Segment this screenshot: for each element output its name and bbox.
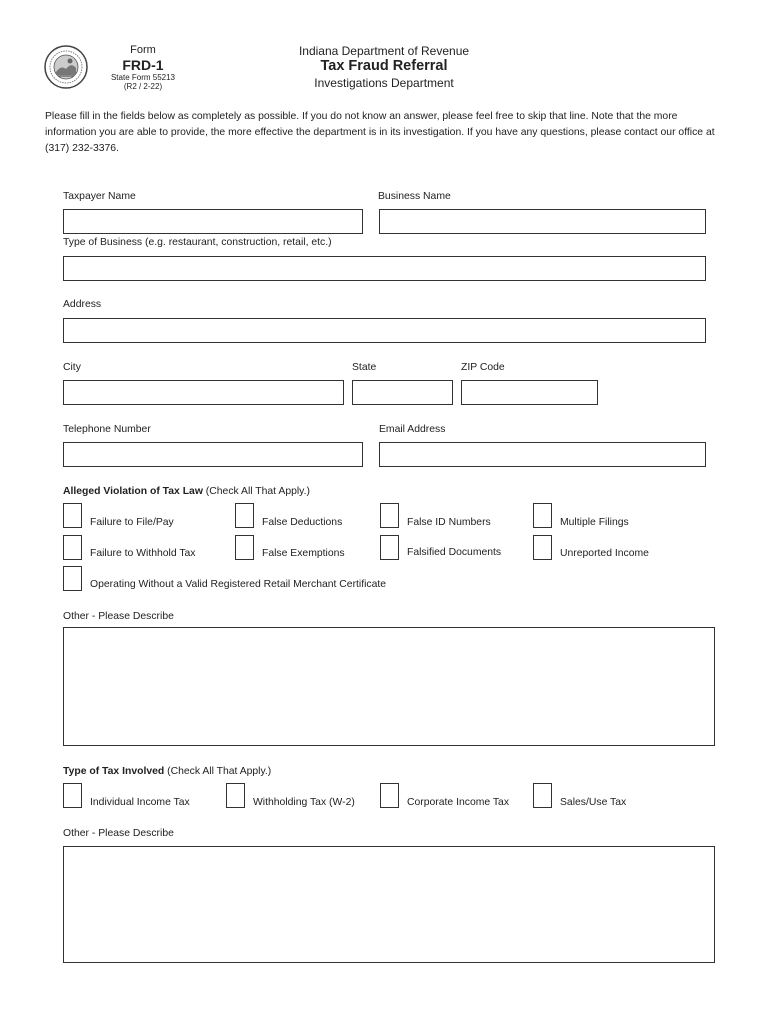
violation-other-label: Other - Please Describe <box>63 611 174 622</box>
business-name-field[interactable] <box>379 209 706 234</box>
option-failure-to-file: Failure to File/Pay <box>90 517 174 528</box>
department-name: Indiana Department of Revenue <box>298 44 470 58</box>
state-label: State <box>352 362 377 373</box>
checkbox-retail-merchant-certificate[interactable] <box>63 566 82 591</box>
type-of-business-field[interactable] <box>63 256 706 281</box>
checkbox-falsified-documents[interactable] <box>380 535 399 560</box>
form-number: FRD-1 <box>122 56 164 73</box>
option-false-deductions: False Deductions <box>262 517 343 528</box>
city-field[interactable] <box>63 380 344 405</box>
option-withholding-tax: Withholding Tax (W-2) <box>253 797 355 808</box>
option-false-exemptions: False Exemptions <box>262 548 345 559</box>
zip-label: ZIP Code <box>461 362 505 373</box>
tax-type-heading-bold: Type of Tax Involved <box>63 766 165 777</box>
email-field[interactable] <box>379 442 706 467</box>
option-falsified-documents: Falsified Documents <box>407 547 502 558</box>
telephone-field[interactable] <box>63 442 363 467</box>
checkbox-failure-to-file[interactable] <box>63 503 82 528</box>
zip-field[interactable] <box>461 380 598 405</box>
checkbox-false-deductions[interactable] <box>235 503 254 528</box>
option-sales-use-tax: Sales/Use Tax <box>560 797 627 808</box>
type-of-business-label: Type of Business (e.g. restaurant, construction, retail, etc.) <box>63 237 332 248</box>
checkbox-multiple-filings[interactable] <box>533 503 552 528</box>
tax-type-heading <box>63 766 271 777</box>
tax-type-other-textarea[interactable] <box>63 846 715 963</box>
checkbox-failure-to-withhold[interactable] <box>63 535 82 560</box>
option-multiple-filings: Multiple Filings <box>560 517 629 528</box>
state-field[interactable] <box>352 380 453 405</box>
checkbox-sales-use-tax[interactable] <box>533 783 552 808</box>
state-seal-icon <box>44 45 88 89</box>
email-label: Email Address <box>379 424 446 435</box>
checkbox-withholding-tax[interactable] <box>226 783 245 808</box>
tax-type-other-label: Other - Please Describe <box>63 828 174 839</box>
city-label: City <box>63 362 81 373</box>
state-form-number: State Form 55213 <box>110 72 176 82</box>
page-title: Tax Fraud Referral <box>320 58 448 75</box>
checkbox-false-exemptions[interactable] <box>235 535 254 560</box>
intro-text: Please fill in the fields below as completely as possible. If you do not know an answer, please feel free to skip that line. Note that the more information you are able to provide, the more effective the department is in its investigation. If you have any questions, please contact our office at (317) 232-3376. <box>45 111 715 154</box>
option-individual-income-tax: Individual Income Tax <box>90 797 190 808</box>
checkbox-unreported-income[interactable] <box>533 535 552 560</box>
checkbox-corporate-income-tax[interactable] <box>380 783 399 808</box>
checkbox-individual-income-tax[interactable] <box>63 783 82 808</box>
address-field[interactable] <box>63 318 706 343</box>
business-name-label: Business Name <box>378 191 451 202</box>
taxpayer-name-label: Taxpayer Name <box>63 191 136 202</box>
option-unreported-income: Unreported Income <box>560 548 649 559</box>
checkbox-false-id-numbers[interactable] <box>380 503 399 528</box>
form-word: Form <box>130 44 156 56</box>
taxpayer-name-field[interactable] <box>63 209 363 234</box>
telephone-label: Telephone Number <box>63 424 151 435</box>
violation-heading-note: (Check All That Apply.) <box>202 486 310 497</box>
violation-heading <box>63 486 310 497</box>
address-label: Address <box>63 299 102 310</box>
revision-date: (R2 / 2-22) <box>123 81 163 91</box>
option-retail-merchant-certificate: Operating Without a Valid Registered Retail Merchant Certificate <box>90 579 387 590</box>
form-id-block <box>100 44 186 91</box>
tax-type-heading-note: (Check All That Apply.) <box>164 766 272 777</box>
title-block <box>250 44 518 90</box>
page-subtitle: Investigations Department <box>314 75 454 90</box>
option-failure-to-withhold: Failure to Withhold Tax <box>90 548 196 559</box>
option-false-id-numbers: False ID Numbers <box>407 517 491 528</box>
option-corporate-income-tax: Corporate Income Tax <box>407 797 510 808</box>
violation-heading-bold: Alleged Violation of Tax Law <box>63 486 203 497</box>
violation-other-textarea[interactable] <box>63 627 715 746</box>
